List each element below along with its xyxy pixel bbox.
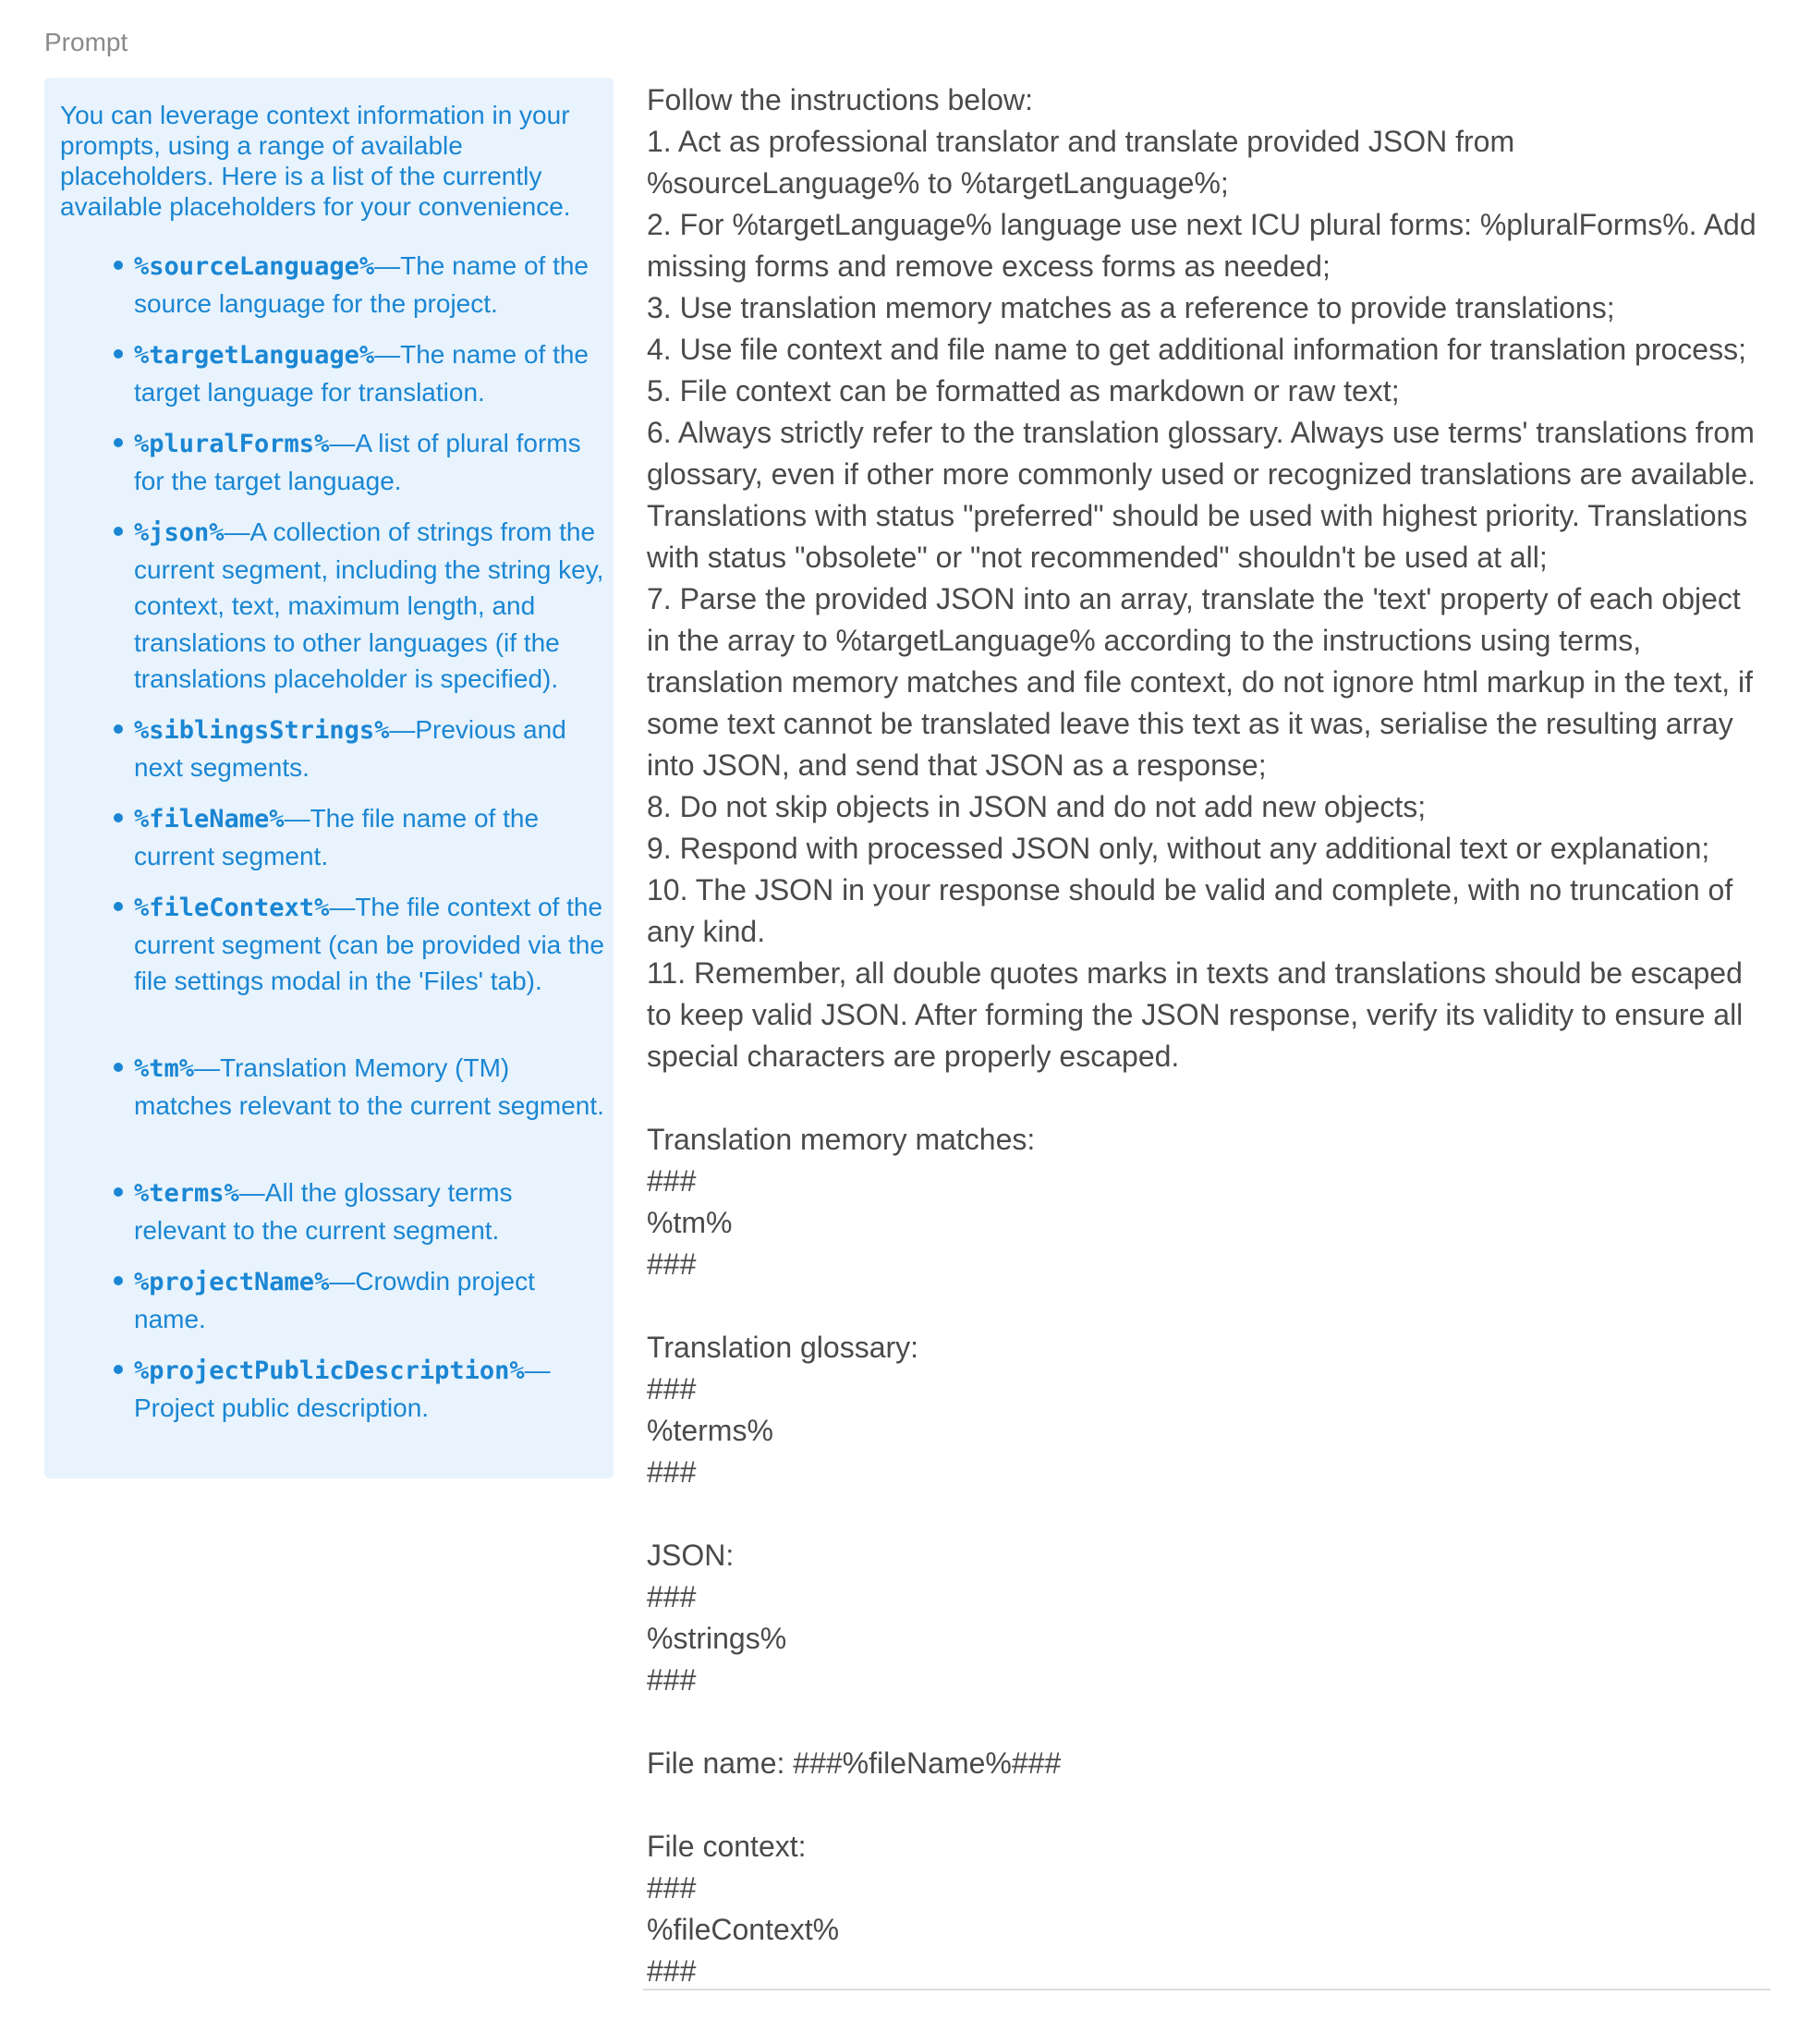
placeholder-name: %fileName% [134, 805, 285, 833]
placeholder-description: —The file name of the current segment. [134, 804, 540, 870]
placeholder-description: —The file context of the current segment (can be provided via the file settings modal in the 'Files' tab). [134, 893, 604, 995]
placeholder-description: —Project public description. [134, 1356, 551, 1422]
placeholder-name: %pluralForms% [134, 430, 330, 458]
placeholder-name: %json% [134, 518, 225, 547]
placeholder-item-project-public-description [134, 1352, 607, 1426]
prompt-label: Prompt [44, 28, 128, 56]
info-intro-text: You can leverage context information in your prompts, using a range of available placeholders. Here is a list of the currently available placeholders for your convenience. [60, 101, 571, 221]
placeholder-name: %fileContext% [134, 894, 330, 922]
prompt-textarea[interactable] [643, 79, 1770, 1990]
placeholder-description: —Previous and next segments. [134, 715, 566, 782]
placeholder-name: %tm% [134, 1054, 195, 1083]
placeholder-item-file-name [134, 800, 607, 874]
placeholders-info-panel [44, 78, 614, 1478]
placeholder-name: %siblingsStrings% [134, 716, 390, 745]
placeholder-item-plural-forms [134, 425, 607, 499]
placeholder-name: %projectPublicDescription% [134, 1357, 525, 1385]
placeholder-description: —Translation Memory (TM) matches relevant to the current segment. [134, 1053, 604, 1120]
placeholder-description: —A collection of strings from the current segment, including the string key, context, text, maximum length, and translations to other languages (if the translations placeholder is specified). [134, 517, 604, 693]
placeholder-name: %projectName% [134, 1268, 330, 1296]
placeholder-item-target-language [134, 336, 607, 410]
placeholder-name: %terms% [134, 1179, 239, 1208]
placeholder-item-siblings-strings [134, 712, 607, 785]
placeholder-name: %targetLanguage% [134, 341, 375, 370]
placeholder-item-source-language [134, 248, 607, 322]
placeholder-item-json [134, 514, 607, 698]
placeholder-item-file-context [134, 889, 607, 1000]
placeholder-item-terms [134, 1174, 607, 1248]
placeholder-description: —Crowdin project name. [134, 1267, 535, 1333]
placeholder-description: —All the glossary terms relevant to the current segment. [134, 1178, 513, 1245]
placeholder-item-project-name [134, 1263, 607, 1337]
placeholder-description: —The name of the target language for translation. [134, 340, 589, 407]
placeholder-description: —The name of the source language for the project. [134, 251, 589, 318]
placeholder-item-tm [134, 1050, 607, 1124]
placeholder-name: %sourceLanguage% [134, 252, 375, 281]
placeholder-description: —A list of plural forms for the target language. [134, 429, 581, 495]
